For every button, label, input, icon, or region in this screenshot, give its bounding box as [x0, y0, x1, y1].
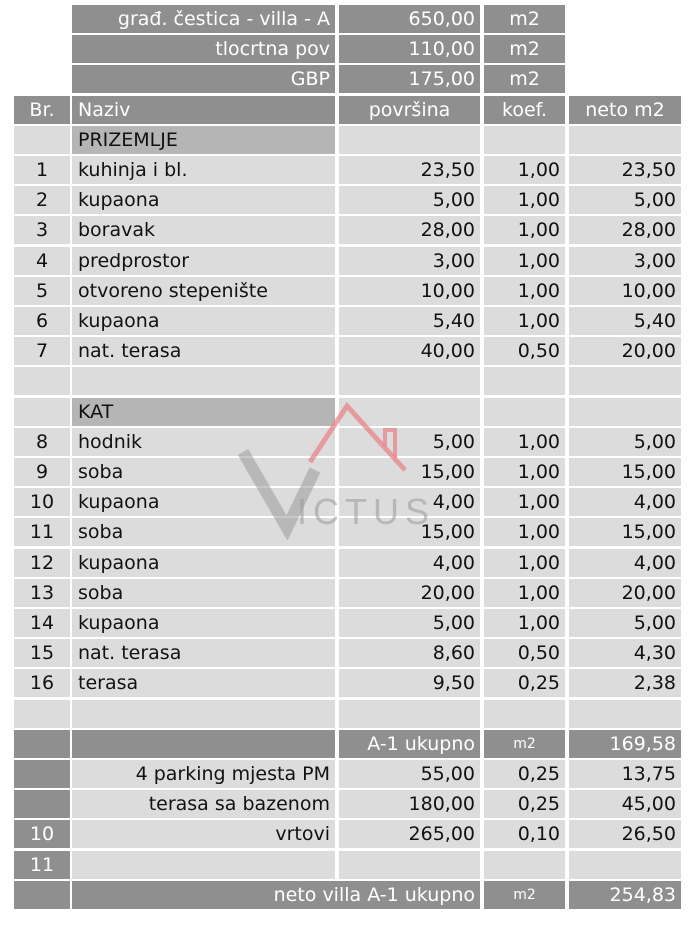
section-row-floor — [0, 398, 695, 426]
row-number: 4 — [14, 247, 70, 275]
blank-cell — [14, 700, 70, 728]
room-name: kupaona — [72, 609, 335, 637]
room-area: 40,00 — [339, 337, 480, 365]
logo-wordmark: ICTUS — [297, 491, 435, 532]
room-coef: 1,00 — [484, 549, 565, 577]
room-net: 20,00 — [569, 579, 681, 607]
row-number: 15 — [14, 639, 70, 667]
room-net: 5,00 — [569, 186, 681, 214]
blank-cell — [339, 700, 480, 728]
extra-name: vrtovi — [72, 820, 335, 848]
room-net: 5,40 — [569, 307, 681, 335]
room-net: 23,50 — [569, 156, 681, 184]
section-title: KAT — [72, 398, 335, 426]
room-name: kupaona — [72, 549, 335, 577]
extra-number: 10 — [14, 820, 70, 848]
room-area: 15,00 — [339, 518, 480, 546]
table-row — [0, 458, 695, 486]
blank-cell — [484, 367, 565, 395]
blank-cell — [339, 126, 480, 154]
blank-cell — [14, 730, 70, 758]
blank-cell — [339, 367, 480, 395]
col-header-area: površina — [339, 96, 480, 124]
room-net: 15,00 — [569, 458, 681, 486]
table-row — [0, 216, 695, 244]
room-coef: 1,00 — [484, 277, 565, 305]
blank-cell — [14, 126, 70, 154]
room-net: 4,00 — [569, 549, 681, 577]
total-label: neto villa A-1 ukupno — [72, 881, 480, 909]
row-number: 6 — [14, 307, 70, 335]
blank-cell — [14, 881, 70, 909]
room-area: 23,50 — [339, 156, 480, 184]
extra-name — [72, 851, 335, 879]
room-area: 4,00 — [339, 488, 480, 516]
room-name: soba — [72, 518, 335, 546]
room-area: 4,00 — [339, 549, 480, 577]
row-number: 16 — [14, 669, 70, 697]
table-row — [0, 307, 695, 335]
row-number: 7 — [14, 337, 70, 365]
room-coef: 1,00 — [484, 458, 565, 486]
room-net: 20,00 — [569, 337, 681, 365]
room-name: kupaona — [72, 307, 335, 335]
room-name: nat. terasa — [72, 639, 335, 667]
row-number: 14 — [14, 609, 70, 637]
table-row — [0, 488, 695, 516]
extra-row — [0, 851, 695, 879]
blank-cell — [569, 367, 681, 395]
header-unit: m2 — [484, 65, 565, 93]
blank-row — [0, 367, 695, 395]
header-unit: m2 — [484, 35, 565, 63]
table-row — [0, 247, 695, 275]
extra-row — [0, 760, 695, 788]
row-number: 12 — [14, 549, 70, 577]
room-net: 5,00 — [569, 428, 681, 456]
blank-cell — [569, 398, 681, 426]
table-row — [0, 337, 695, 365]
room-coef: 0,50 — [484, 639, 565, 667]
room-coef: 1,00 — [484, 488, 565, 516]
header-unit: m2 — [484, 5, 565, 33]
room-area: 5,00 — [339, 609, 480, 637]
table-row — [0, 277, 695, 305]
room-name: kupaona — [72, 186, 335, 214]
section-title: PRIZEMLJE — [72, 126, 335, 154]
extra-coef: 0,25 — [484, 760, 565, 788]
blank-cell — [14, 398, 70, 426]
row-number: 2 — [14, 186, 70, 214]
header-row — [0, 5, 695, 33]
table-row — [0, 156, 695, 184]
header-value: 650,00 — [339, 5, 480, 33]
extra-row — [0, 820, 695, 848]
room-area: 10,00 — [339, 277, 480, 305]
room-coef: 0,50 — [484, 337, 565, 365]
room-net: 2,38 — [569, 669, 681, 697]
table-row — [0, 579, 695, 607]
room-coef: 1,00 — [484, 247, 565, 275]
blank-cell — [72, 367, 335, 395]
extra-name: terasa sa bazenom — [72, 790, 335, 818]
room-area: 28,00 — [339, 216, 480, 244]
extra-net: 13,75 — [569, 760, 681, 788]
total-row — [0, 881, 695, 909]
room-coef: 1,00 — [484, 609, 565, 637]
room-area: 9,50 — [339, 669, 480, 697]
header-label: GBP — [72, 65, 335, 93]
row-number: 3 — [14, 216, 70, 244]
room-net: 4,00 — [569, 488, 681, 516]
blank-cell — [72, 700, 335, 728]
row-number: 9 — [14, 458, 70, 486]
room-name: terasa — [72, 669, 335, 697]
extra-net: 45,00 — [569, 790, 681, 818]
col-header-coef: koef. — [484, 96, 565, 124]
extra-number — [14, 760, 70, 788]
header-label: građ. čestica - villa - A — [72, 5, 335, 33]
blank-cell — [569, 126, 681, 154]
room-name: kuhinja i bl. — [72, 156, 335, 184]
room-area: 5,00 — [339, 428, 480, 456]
subtotal-label: A-1 ukupno — [339, 730, 480, 758]
table-row — [0, 669, 695, 697]
extra-net — [569, 851, 681, 879]
blank-cell — [484, 700, 565, 728]
room-area: 5,00 — [339, 186, 480, 214]
extra-name: 4 parking mjesta PM — [72, 760, 335, 788]
extra-area: 55,00 — [339, 760, 480, 788]
subtotal-row — [0, 730, 695, 758]
col-header-no: Br. — [14, 96, 70, 124]
room-net: 4,30 — [569, 639, 681, 667]
extra-net: 26,50 — [569, 820, 681, 848]
room-name: soba — [72, 458, 335, 486]
room-net: 15,00 — [569, 518, 681, 546]
room-name: soba — [72, 579, 335, 607]
blank-row — [0, 700, 695, 728]
section-row-ground — [0, 126, 695, 154]
room-net: 5,00 — [569, 609, 681, 637]
room-name: kupaona — [72, 488, 335, 516]
row-number: 8 — [14, 428, 70, 456]
extra-coef: 0,25 — [484, 790, 565, 818]
blank-cell — [72, 730, 335, 758]
table-row — [0, 549, 695, 577]
col-header-name: Naziv — [72, 96, 335, 124]
subtotal-net: 169,58 — [569, 730, 681, 758]
header-row — [0, 65, 695, 93]
blank-cell — [339, 398, 480, 426]
room-net: 10,00 — [569, 277, 681, 305]
room-area: 3,00 — [339, 247, 480, 275]
room-coef: 1,00 — [484, 216, 565, 244]
column-header-row — [0, 96, 695, 124]
room-area: 20,00 — [339, 579, 480, 607]
header-value: 175,00 — [339, 65, 480, 93]
extra-coef — [484, 851, 565, 879]
row-number: 13 — [14, 579, 70, 607]
room-name: boravak — [72, 216, 335, 244]
subtotal-unit: m2 — [484, 730, 565, 758]
blank-cell — [484, 126, 565, 154]
room-net: 3,00 — [569, 247, 681, 275]
room-area: 8,60 — [339, 639, 480, 667]
blank-cell — [14, 367, 70, 395]
extra-number: 11 — [14, 851, 70, 879]
room-name: nat. terasa — [72, 337, 335, 365]
extra-area: 180,00 — [339, 790, 480, 818]
extra-row — [0, 790, 695, 818]
table-row — [0, 428, 695, 456]
room-coef: 1,00 — [484, 518, 565, 546]
room-name: otvoreno stepenište — [72, 277, 335, 305]
row-number: 1 — [14, 156, 70, 184]
room-name: predprostor — [72, 247, 335, 275]
room-coef: 1,00 — [484, 428, 565, 456]
col-header-net: neto m2 — [569, 96, 681, 124]
extra-area: 265,00 — [339, 820, 480, 848]
header-label: tlocrtna pov — [72, 35, 335, 63]
room-area: 15,00 — [339, 458, 480, 486]
header-row — [0, 35, 695, 63]
room-coef: 0,25 — [484, 669, 565, 697]
room-name: hodnik — [72, 428, 335, 456]
table-row — [0, 186, 695, 214]
table-row — [0, 639, 695, 667]
room-coef: 1,00 — [484, 307, 565, 335]
room-net: 28,00 — [569, 216, 681, 244]
row-number: 11 — [14, 518, 70, 546]
blank-cell — [569, 700, 681, 728]
room-area: 5,40 — [339, 307, 480, 335]
table-row — [0, 609, 695, 637]
room-coef: 1,00 — [484, 156, 565, 184]
room-coef: 1,00 — [484, 186, 565, 214]
row-number: 10 — [14, 488, 70, 516]
extra-area — [339, 851, 480, 879]
total-unit: m2 — [484, 881, 565, 909]
header-value: 110,00 — [339, 35, 480, 63]
row-number: 5 — [14, 277, 70, 305]
table-row — [0, 518, 695, 546]
blank-cell — [484, 398, 565, 426]
total-net: 254,83 — [569, 881, 681, 909]
room-coef: 1,00 — [484, 579, 565, 607]
extra-number — [14, 790, 70, 818]
extra-coef: 0,10 — [484, 820, 565, 848]
